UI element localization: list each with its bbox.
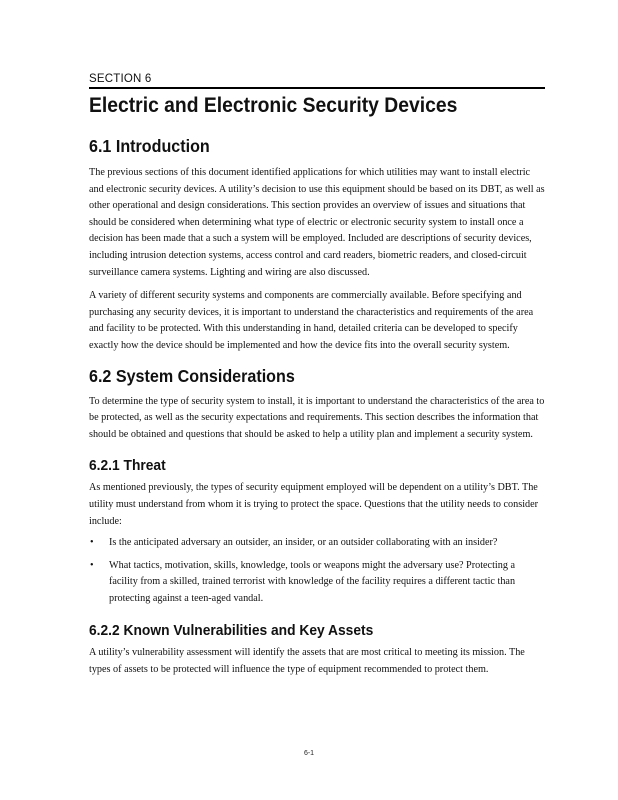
header-rule [89,87,545,89]
paragraph-6-1-intro: The previous sections of this document identified applications for which utilities may want to install electric and electronic security devices. A utility’s decision to use this equipment should be based on its DBT, as well as other operational and design considerations. This section provides an overview of issues and situations that should be considered when determining what type of electric or electronic security system to install once a decision has been made that a such a system will be employed. Included are descriptions of security devices, including intrusion detection systems, access control and card readers, biometric readers, and closed-circuit surveillance camera systems. Lighting and wiring are also discussed. [89,167,545,278]
paragraph-6-2-2: A utility’s vulnerability assessment will identify the assets that are most critical to meeting its mission. The types of assets to be protected will influence the type of equipment recommended to protect them. [89,647,525,676]
paragraph-6-2: To determine the type of security system to install, it is important to understand the characteristics of the area to be protected, as well as the security expectations and requirements. This section describes the information that should be obtained and questions that should be asked to help a utility plan and implement a security system. [89,395,545,440]
heading-6-2-2: 6.2.2 Known Vulnerabilities and Key Assets [89,622,374,640]
list-item [89,558,545,608]
bullet-icon: • [90,559,94,571]
bullet-icon: • [90,537,94,549]
page-title: Electric and Electronic Security Devices [89,94,458,117]
heading-6-2: 6.2 System Considerations [89,365,295,386]
list-item-text: What tactics, motivation, skills, knowledge, tools or weapons might the adversary use? Protecting a facility from a skilled, trained terrorist with knowledge of the facility requires a different tactic than protecting against a teen-aged vandal. [109,559,516,604]
paragraph-6-2-1: As mentioned previously, the types of security equipment employed will be dependent on a utility’s DBT. The utility must understand from whom it is trying to protect the space. Questions that the utility needs to consider include: [89,482,539,527]
list-item-text: Is the anticipated adversary an outsider, an insider, or an outsider collaborating with an insider? [109,537,498,549]
threat-question-list [89,535,545,607]
section-label: SECTION 6 [89,73,152,85]
document-page [89,72,545,679]
list-item [89,535,545,552]
heading-6-1: 6.1 Introduction [89,136,210,156]
page-number: 6-1 [303,750,315,757]
paragraph-6-1-variety: A variety of different security systems and components are commercially available. Before specifying and purchasing any security devices, it is important to understand the characteristics and requirements of the area and facility to be protected. With this understanding in hand, detailed criteria can be developed to specify exactly how the device should be implemented and how the device fits into the overall security system. [89,290,534,351]
heading-6-2-1: 6.2.1 Threat [89,457,166,475]
